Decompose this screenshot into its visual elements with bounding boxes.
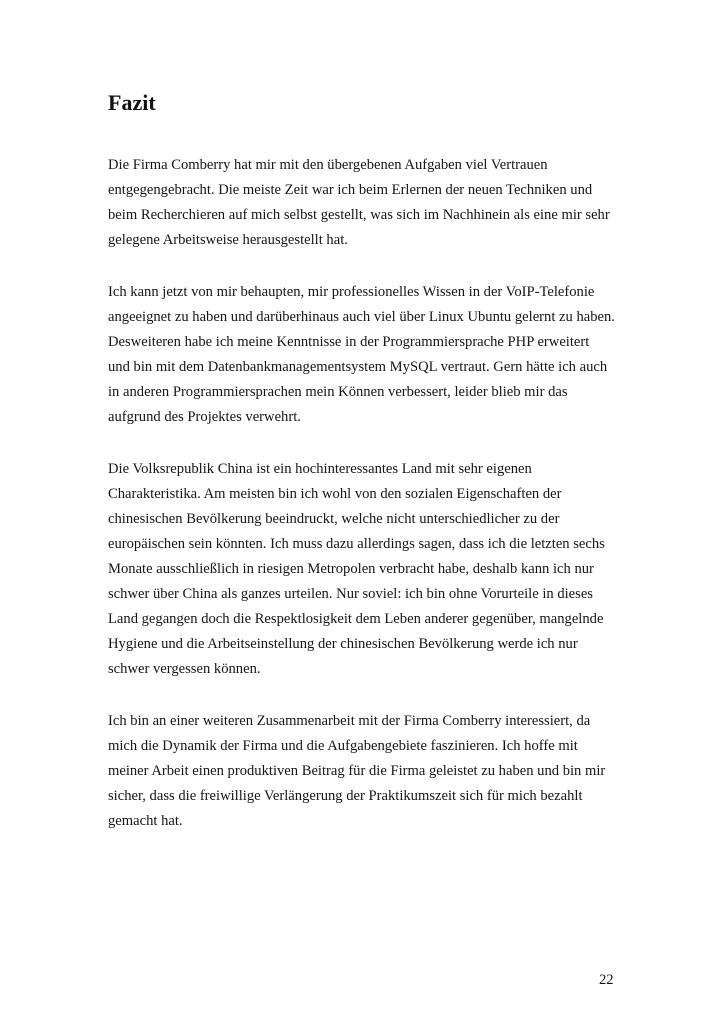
paragraph-4-line-1: Ich bin an einer weiteren Zusammenarbeit mit der Firma Comberry interessiert, da: [108, 713, 591, 729]
paragraph-3-line-9: schwer vergessen können.: [108, 661, 261, 677]
page-number: 22: [599, 972, 614, 988]
paragraph-2-line-6: aufgrund des Projektes verwehrt.: [108, 409, 301, 425]
paragraph-3-line-4: europäischen sein könnten. Ich muss dazu allerdings sagen, dass ich die letzten sechs: [108, 536, 605, 552]
paragraph-2-line-1: Ich kann jetzt von mir behaupten, mir professionelles Wissen in der VoIP-Telefonie: [108, 284, 595, 300]
paragraph-2-line-3: Desweiteren habe ich meine Kenntnisse in der Programmiersprache PHP erweitert: [108, 334, 590, 350]
paragraph-2-line-4: und bin mit dem Datenbankmanagementsystem MySQL vertraut. Gern hätte ich auch: [108, 359, 608, 375]
paragraph-3-line-1: Die Volksrepublik China ist ein hochinteressantes Land mit sehr eigenen: [108, 461, 532, 477]
paragraph-2-line-5: in anderen Programmiersprachen mein Können verbessert, leider blieb mir das: [108, 384, 568, 400]
paragraph-4-line-3: meiner Arbeit einen produktiven Beitrag für die Firma geleistet zu haben und bin mir: [108, 763, 606, 779]
paragraph-3-line-7: Land gegangen doch die Respektlosigkeit dem Leben anderer gegenüber, mangelnde: [108, 611, 604, 627]
paragraph-3-line-3: chinesischen Bevölkerung beeindruckt, welche nicht unterschiedlicher zu der: [108, 511, 560, 527]
paragraph-4-line-2: mich die Dynamik der Firma und die Aufgabengebiete faszinieren. Ich hoffe mit: [108, 738, 578, 754]
paragraph-3-line-2: Charakteristika. Am meisten bin ich wohl von den sozialen Eigenschaften der: [108, 486, 562, 502]
paragraph-2-line-2: angeeignet zu haben und darüberhinaus auch viel über Linux Ubuntu gelernt zu haben.: [108, 309, 615, 325]
paragraph-1-line-2: entgegengebracht. Die meiste Zeit war ich beim Erlernen der neuen Techniken und: [108, 182, 593, 198]
paragraph-4-line-4: sicher, dass die freiwillige Verlängerung der Praktikumszeit sich für mich bezahlt: [108, 788, 583, 804]
paragraph-3-line-5: Monate ausschließlich in riesigen Metropolen verbracht habe, deshalb kann ich nur: [108, 561, 594, 577]
paragraph-4-line-5: gemacht hat.: [108, 813, 183, 829]
paragraph-3-line-6: schwer über China als ganzes urteilen. Nur soviel: ich bin ohne Vorurteile in dieses: [108, 586, 593, 602]
paragraph-1-line-1: Die Firma Comberry hat mir mit den übergebenen Aufgaben viel Vertrauen: [108, 157, 548, 173]
page-heading: Fazit: [108, 90, 156, 115]
paragraph-3-line-8: Hygiene und die Arbeitseinstellung der chinesischen Bevölkerung werde ich nur: [108, 636, 578, 652]
paragraph-1-line-4: gelegene Arbeitsweise herausgestellt hat.: [108, 232, 348, 248]
paragraph-1-line-3: beim Recherchieren auf mich selbst gestellt, was sich im Nachhinein als eine mir sehr: [108, 207, 610, 223]
